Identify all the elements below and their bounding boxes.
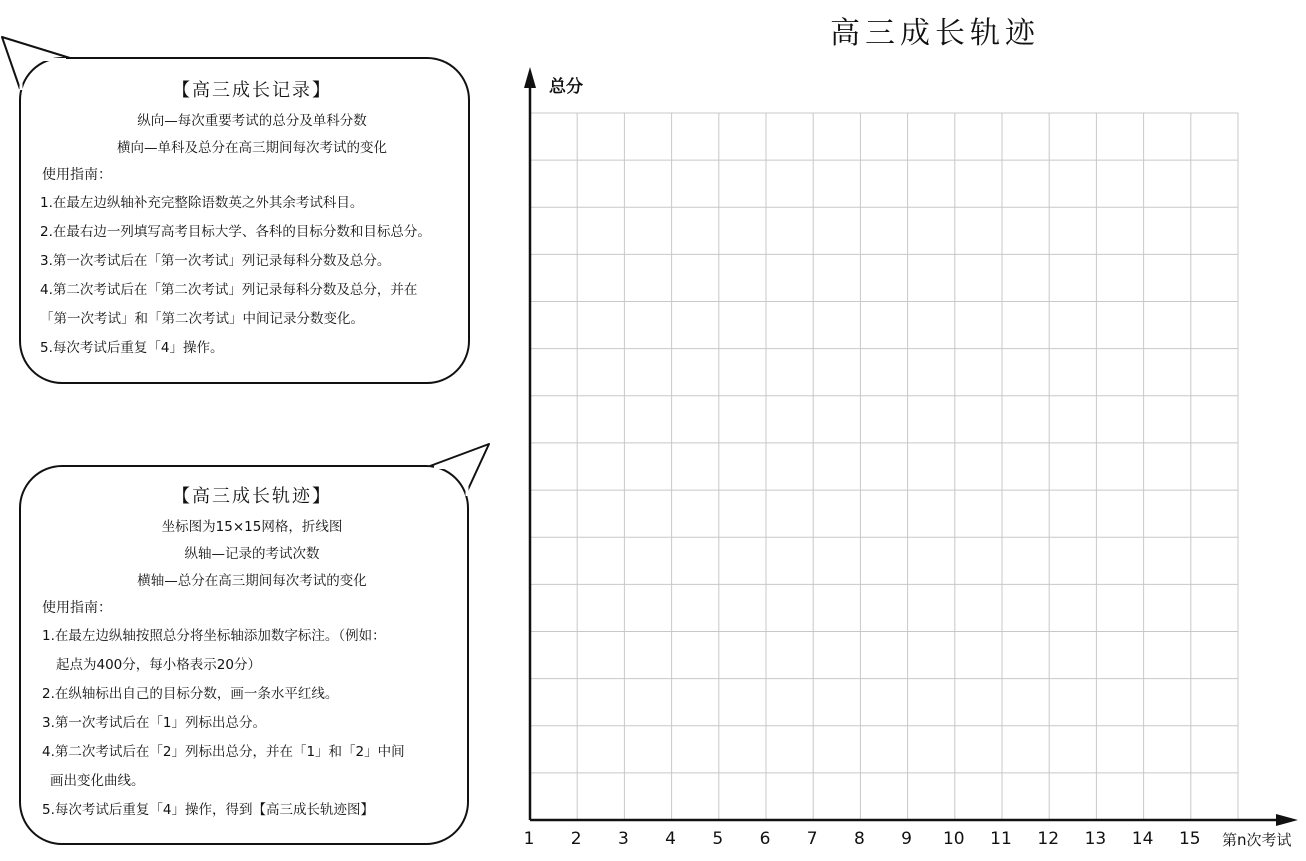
- record-guide-step: 3.第一次考试后在「第一次考试」列记录每科分数及总分。: [40, 253, 391, 269]
- y-axis-label: 总分: [549, 77, 583, 97]
- record-guide-step: 5.每次考试后重复「4」操作。: [40, 340, 224, 356]
- record-box-title: 【高三成长记录】: [172, 80, 332, 101]
- trajectory-guide-label: 使用指南：: [42, 600, 112, 616]
- trajectory-box-subtitle: 纵轴—记录的考试次数: [184, 546, 320, 562]
- chart-axes: [524, 67, 1298, 826]
- x-tick-label: 11: [990, 829, 1012, 849]
- x-tick-label: 14: [1131, 829, 1154, 849]
- chart-grid: [530, 113, 1238, 820]
- x-tick-label: 9: [901, 829, 913, 849]
- x-tick-label: 3: [617, 829, 629, 849]
- x-tick-label: 1: [523, 829, 535, 849]
- record-guide-step: 2.在最右边一列填写高考目标大学、各科的目标分数和目标总分。: [40, 224, 431, 240]
- record-guide-step: 「第一次考试」和「第二次考试」中间记录分数变化。: [40, 311, 364, 327]
- x-tick-label: 12: [1037, 829, 1060, 849]
- x-tick-label: 10: [942, 829, 965, 849]
- chart-x-ticks: [524, 829, 1201, 849]
- x-tick-label: 13: [1084, 829, 1107, 849]
- trajectory-box-subtitle: 坐标图为15×15网格，折线图: [161, 519, 343, 535]
- record-guide-label: 使用指南：: [42, 167, 112, 183]
- trajectory-guide-step: 3.第一次考试后在「1」列标出总分。: [42, 715, 266, 731]
- trajectory-guide-step: 4.第二次考试后在「2」列标出总分，并在「1」和「2」中间: [42, 744, 405, 760]
- x-tick-label: 4: [665, 829, 677, 849]
- trajectory-guide-step: 画出变化曲线。: [50, 773, 145, 789]
- trajectory-box-subtitle: 横轴—总分在高三期间每次考试的变化: [137, 573, 367, 589]
- x-tick-label: 7: [806, 829, 818, 849]
- record-box-subtitle: 横向—单科及总分在高三期间每次考试的变化: [117, 140, 387, 156]
- x-tick-label: 8: [853, 829, 865, 849]
- x-tick-label: 6: [759, 829, 771, 849]
- record-guide-step: 1.在最左边纵轴补充完整除语数英之外其余考试科目。: [40, 195, 364, 211]
- trajectory-box-title: 【高三成长轨迹】: [172, 486, 332, 507]
- trajectory-guide-step: 2.在纵轴标出自己的目标分数，画一条水平红线。: [42, 686, 339, 702]
- x-tick-label: 5: [712, 829, 724, 849]
- x-tick-label: 2: [570, 829, 582, 849]
- x-axis-arrow: [1276, 814, 1298, 826]
- trajectory-guide-step: 起点为400分，每小格表示20分）: [56, 657, 261, 673]
- page-title: 高三成长轨迹: [830, 16, 1040, 51]
- x-axis-label: 第n次考试: [1222, 831, 1292, 849]
- trajectory-guide-step: 5.每次考试后重复「4」操作，得到【高三成长轨迹图】: [42, 802, 374, 818]
- y-axis-arrow: [524, 67, 536, 88]
- record-box-subtitle: 纵向—每次重要考试的总分及单科分数: [137, 113, 367, 129]
- trajectory-guide-step: 1.在最左边纵轴按照总分将坐标轴添加数字标注。（例如：: [42, 628, 386, 644]
- x-tick-label: 15: [1178, 829, 1201, 849]
- record-guide-step: 4.第二次考试后在「第二次考试」列记录每科分数及总分，并在: [40, 282, 418, 298]
